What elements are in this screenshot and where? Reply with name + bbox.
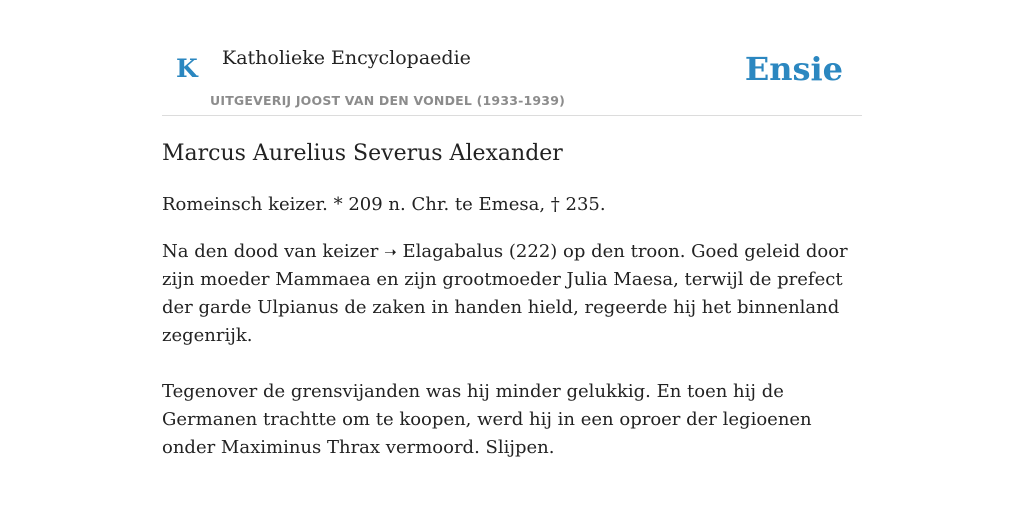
publisher-line: UITGEVERIJ JOOST VAN DEN VONDEL (1933-1939) [210,93,566,108]
cross-reference-label: Elagabalus [396,241,504,262]
cross-reference-link[interactable] [384,241,503,262]
ensie-brand-logo[interactable]: Ensie [744,50,843,88]
article-title: Marcus Aurelius Severus Alexander [162,141,563,166]
paragraph-text: Na den dood van keizer [162,241,385,262]
encyclopedia-title[interactable]: Katholieke Encyclopaedie [222,47,471,69]
encyclopedia-logo[interactable]: K [176,54,198,83]
article-paragraph: Tegenover de grensvijanden was hij minder gelukkig. En toen hij de Germanen trachtte om te koopen, werd hij in een oproer der legioenen onder Maximinus Thrax vermoord. Slijpen. [162,381,812,458]
article-intro: Romeinsch keizer. * 209 n. Chr. te Emesa, † 235. [162,194,606,215]
article [162,138,862,462]
site-header [162,30,862,116]
paragraph-text: (222) op den troon. Goed geleid door zijn moeder Mammaea en zijn grootmoeder Julia Maesa, terwijl de prefect der garde Ulpianus de zaken in handen hield, regeerde hij het binnenland zegenrijk. [162,241,848,346]
article-paragraph [162,238,862,350]
arrow-icon: ➝ [384,243,397,261]
